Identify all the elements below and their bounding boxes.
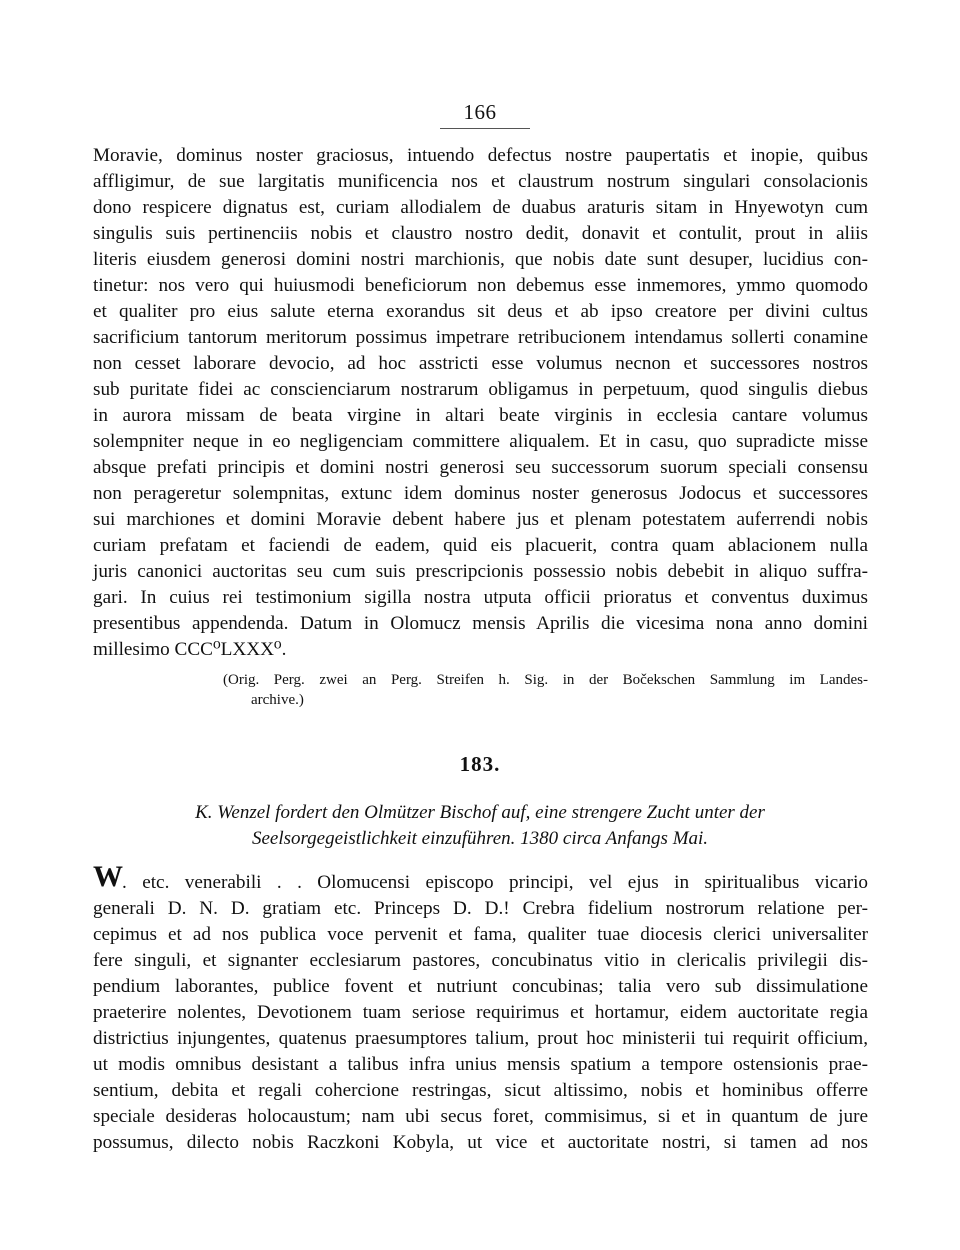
text-line: juris canonici auctoritas seu cum suis prescripcionis possessio nobis debebit in aliquo suffra- xyxy=(93,561,868,582)
initial-letter: W xyxy=(93,860,123,893)
text-line: ut modis omnibus desistant a talibus infra unius mensis spatium a tempore ostensionis prae- xyxy=(93,1054,868,1075)
text-line: generali D. N. D. gratiam etc. Princeps D. D.! Crebra fidelium nostrorum relatione per- xyxy=(93,898,868,919)
text-line: curiam prefatam et faciendi de eadem, quid eis placuerit, contra quam ablacionem nulla xyxy=(93,535,868,556)
document-number: 183. xyxy=(459,752,501,776)
text-line: cepimus et ad nos publica voce pervenit et fama, qualiter tuae diocesis clerici universaliter xyxy=(93,924,868,945)
text-line: sentium, debita et regali cohercione restringas, sicut altissimo, nobis et hominibus offerre xyxy=(93,1080,868,1101)
text-line: millesimo CCC⁰LXXX⁰. xyxy=(93,639,287,660)
text-line: sub puritate fidei ac conscienciarum nostrarum obligamus in perpetuum, quod singulis diebus xyxy=(93,379,868,400)
text-line: speciale desideras holocaustum; nam ubi secus foret, commisimus, si et in quantum de jure xyxy=(93,1106,868,1127)
text-line: possumus, dilecto nobis Raczkoni Kobyla, ut vice et auctoritate nostri, si tamen ad nos xyxy=(93,1132,868,1153)
text-line: singulis suis pertinenciis nobis et claustro nostro dedit, donavit et contulit, prout in aliis xyxy=(93,223,868,244)
text-line: . etc. venerabili . . Olomucensi episcopo principi, vel ejus in spiritualibus vicario xyxy=(122,872,868,893)
text-line: solempniter neque in eo negligenciam committere aliqualem. Et in casu, quo supradicte misse xyxy=(93,431,868,452)
text-line: sacrificium tantorum meritorum possimus impetrare retribucionem intendamus sollerti conamine xyxy=(93,327,868,348)
text-line: fere singuli, et signanter ecclesiarum pastores, concubinatus vitio in clericalis privilegii dis- xyxy=(93,950,868,971)
text-line: dono respicere dignatus est, curiam allodialem de duabus araturis sitam in Hnyewotyn cum xyxy=(93,197,868,218)
text-line: non cesset laborare devocio, ad hoc asstricti esse volumus necnon et successores nostros xyxy=(93,353,868,374)
text-line: districtius injungentes, quatenus praesumptores talium, prout hoc ministerii tui requirit officium, xyxy=(93,1028,868,1049)
document-title-line: K. Wenzel fordert den Olmützer Bischof auf, eine strengere Zucht unter der xyxy=(195,802,765,823)
text-line: sui marchiones et domini Moravie debent habere jus et plenam potestatem auferrendi nobis xyxy=(93,509,868,530)
text-line: in aurora missam de beata virgine in altari beate virginis in ecclesia cantare volumus xyxy=(93,405,868,426)
text-line: Moravie, dominus noster graciosus, intuendo defectus nostre paupertatis et inopie, quibus xyxy=(93,145,868,166)
text-line: et qualiter pro eius salute eterna exorandus sit deus et ab ipso creatore per divini cultus xyxy=(93,301,868,322)
text-line: affligimur, de sue largitatis munificencia nos et claustrum nostrum singulari consolacionis xyxy=(93,171,868,192)
text-line: presentibus appendenda. Datum in Olomucz mensis Aprilis die vicesima nona anno domini xyxy=(93,613,868,634)
text-line: tinetur: nos vero qui huiusmodi beneficiorum non debemus esse inmemores, ymmo quomodo xyxy=(93,275,868,296)
text-line: gari. In cuius rei testimonium sigilla nostra utputa officii prioratus et conventus duximus xyxy=(93,587,868,608)
text-line: non peragеretur solempnitas, extunc idem dominus noster generosus Jodocus et successores xyxy=(93,483,868,504)
text-line: literis eiusdem generosi domini nostri marchionis, que nobis date sunt desuper, lucidius con- xyxy=(93,249,868,270)
text-line: praeterire nolentes, Devotionem tuam seriose requirimus et hortamur, eidem auctoritate regia xyxy=(93,1002,868,1023)
document-title-line: Seelsorgegeistlichkeit einzuführen. 1380 circa Anfangs Mai. xyxy=(251,828,709,849)
header-rule xyxy=(440,128,530,129)
text-line: absque prefati principis et domini nostri generosi seu successorum suorum speciali consensu xyxy=(93,457,868,478)
source-note-line: archive.) xyxy=(251,692,304,708)
page-number: 166 xyxy=(463,100,497,124)
source-note-line: (Orig. Perg. zwei an Perg. Streifen h. Sig. in der Bočekschen Sammlung im Landes- xyxy=(223,672,868,688)
text-line: pendium laborantes, publice fovent et nutriunt concubinas; talia vero sub dissimulatione xyxy=(93,976,868,997)
